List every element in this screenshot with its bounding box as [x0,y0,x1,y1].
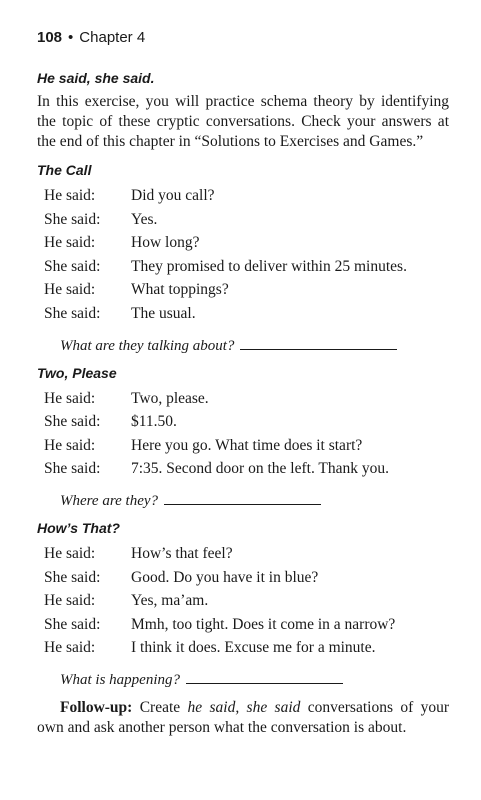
utterance: Mmh, too tight. Does it come in a narrow? [131,615,396,633]
answer-blank [164,491,321,505]
speaker-label: He said: [44,281,96,299]
question-text: Where are they? [60,492,159,509]
speaker-label: She said: [44,568,101,586]
section-title: Two, Please [37,364,117,381]
answer-blank [186,670,343,684]
dialogue-line [37,636,449,660]
question-text: What are they talking about? [60,337,235,354]
dialogue-line [37,278,449,302]
dialogue-line [37,387,449,411]
dialogue-line [37,566,449,590]
speaker-label: She said: [44,257,101,275]
dialogue-line [37,457,449,481]
utterance: Good. Do you have it in blue? [131,568,319,586]
dialogue-line [37,208,449,232]
exercise-title: He said, she said. [37,70,155,86]
section-question [60,491,449,511]
page-number: 108 [37,29,63,46]
speaker-label: He said: [44,234,96,252]
dialogue-list [37,184,449,326]
utterance: I think it does. Excuse me for a minute. [131,639,376,657]
dialogue-line [37,542,449,566]
utterance: They promised to deliver within 25 minutes. [131,257,407,275]
utterance: Did you call? [131,187,215,204]
speaker-label: He said: [44,389,96,407]
speaker-label: She said: [44,460,101,478]
book-page [37,28,449,738]
utterance: Yes, ma’am. [131,592,209,610]
section-title: The Call [37,162,92,178]
utterance: 7:35. Second door on the left. Thank you. [131,460,390,478]
question-text: What is happening? [60,671,180,688]
speaker-label: He said: [44,187,96,204]
speaker-label: She said: [44,413,101,431]
section-title: How’s That? [37,519,120,536]
answer-blank [240,336,397,350]
speaker-label: She said: [44,615,101,633]
dialogue-list [37,387,449,481]
dialogue-line [37,184,449,208]
utterance: The usual. [131,304,196,322]
dialogue-line [37,410,449,434]
dialogue-line [37,613,449,637]
speaker-label: She said: [44,210,101,228]
chapter-label: Chapter 4 [79,29,146,46]
exercise-intro: In this exercise, you will practice schema theory by identifying the topic of these cryptic conversations. Check your answers at the end of this chapter in “Solutions to Exercises and Games.” [37,93,449,150]
dialogue-line [37,231,449,255]
utterance: How long? [131,234,200,252]
dialogue-list [37,542,449,660]
section-the-call [37,161,449,356]
speaker-label: He said: [44,592,96,610]
section-question [60,670,449,690]
followup-text-before: Create [132,698,188,716]
utterance: $11.50. [131,413,177,431]
utterance: Yes. [131,210,158,228]
followup-label: Follow-up: [60,698,133,716]
speaker-label: He said: [44,436,96,454]
utterance: Two, please. [131,389,209,407]
utterance: What toppings? [131,281,229,299]
dialogue-line [37,589,449,613]
speaker-label: She said: [44,304,101,322]
followup-emphasis: he said, she said [187,698,301,716]
section-question [60,336,449,356]
section-two-please [37,364,449,511]
speaker-label: He said: [44,639,96,657]
dialogue-line [37,255,449,279]
running-head [37,28,449,48]
dialogue-line [37,434,449,458]
followup-text-after: conversations of your own and ask another person what the conversation is about. [37,698,450,736]
followup-paragraph [37,698,449,738]
speaker-label: He said: [44,544,96,562]
utterance: How’s that feel? [131,544,233,562]
dialogue-line [37,302,449,326]
utterance: Here you go. What time does it start? [131,436,363,454]
header-separator: • [68,29,74,46]
section-hows-that [37,519,449,690]
